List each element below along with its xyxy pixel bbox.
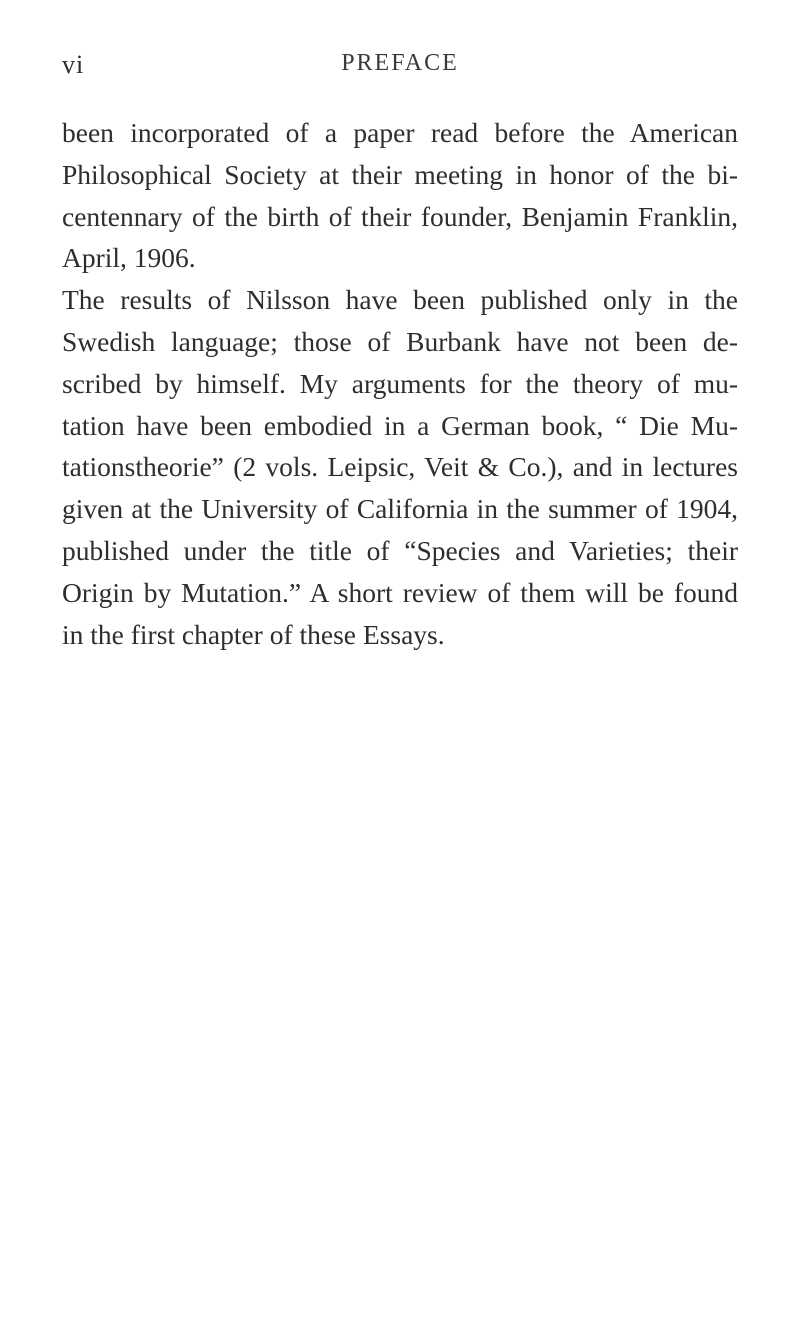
- paragraph-results: [62, 279, 738, 655]
- text-line: Philosophical Society at their meeting in honor of the bi-: [62, 158, 738, 190]
- body-text: [62, 112, 738, 655]
- text-line: given at the University of California in the summer of 1904,: [62, 493, 738, 525]
- text-line: April, 1906.: [62, 242, 196, 274]
- text-line: scribed by himself. My arguments for the theory of mu-: [62, 367, 738, 399]
- text-line: The results of Nilsson have been published only in the: [62, 284, 738, 316]
- running-head: [62, 50, 738, 86]
- text-line: tationstheorie” (2 vols. Leipsic, Veit & Co.), and in lectures: [62, 451, 738, 483]
- text-line: published under the title of “Species and Varieties; their: [62, 534, 738, 566]
- page-number: vi: [62, 50, 85, 79]
- text-line: in the first chapter of these Essays.: [62, 618, 445, 650]
- text-line: centennary of the birth of their founder, Benjamin Franklin,: [62, 200, 738, 232]
- running-title: PREFACE: [341, 50, 459, 76]
- text-line: been incorporated of a paper read before the American: [62, 117, 738, 148]
- paragraph-continuation: [62, 112, 738, 279]
- text-line: tation have been embodied in a German book, “ Die Mu-: [62, 409, 738, 441]
- text-line: Swedish language; those of Burbank have not been de-: [62, 325, 738, 357]
- text-line: Origin by Mutation.” A short review of them will be found: [62, 576, 738, 608]
